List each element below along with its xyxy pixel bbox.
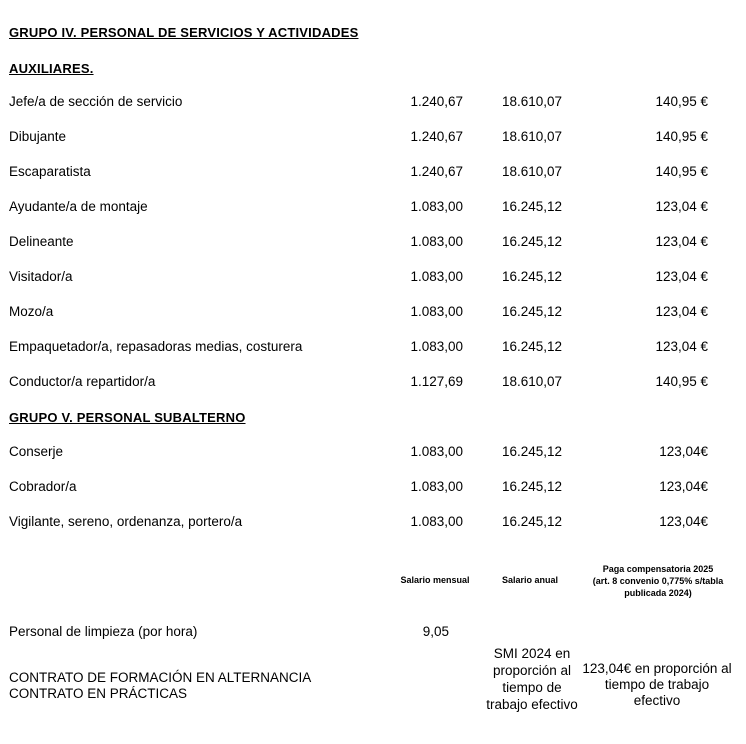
job-name: Visitador/a [9,269,73,284]
paga-compensatoria: 123,04€ [659,514,708,529]
annual-salary: 18.610,07 [501,164,562,179]
paga-compensatoria: 123,04€ [659,479,708,494]
paga-compensatoria: 123,04 € [655,199,708,214]
monthly-salary: 1.083,00 [410,339,463,354]
paga-compensatoria: 123,04 € [655,234,708,249]
job-name: Vigilante, sereno, ordenanza, portero/a [9,514,243,529]
paga-compensatoria: 140,95 € [655,129,708,144]
monthly-salary: 1.083,00 [410,269,463,284]
paga-compensatoria: 140,95 € [655,94,708,109]
paga-compensatoria: 123,04 € [655,339,708,354]
paga-compensatoria: 123,04 € [655,304,708,319]
annual-salary: 16.245,12 [501,304,562,319]
header-paga-line: publicada 2024) [624,588,692,598]
job-name: Empaquetador/a, repasadoras medias, costurera [9,339,303,354]
annual-salary: 16.245,12 [501,234,562,249]
header-paga [578,563,738,599]
annual-salary: 16.245,12 [501,514,562,529]
monthly-salary: 1.083,00 [410,479,463,494]
header-annual: Salario anual [501,575,559,585]
limpieza-hourly: 9,05 [422,624,449,639]
job-name: Mozo/a [9,304,54,319]
monthly-salary: 1.127,69 [410,374,463,389]
contrato-labels [9,670,311,702]
annual-salary: 16.245,12 [501,479,562,494]
annual-salary: 18.610,07 [501,374,562,389]
job-name: Cobrador/a [9,479,77,494]
paga-compensatoria: 123,04 € [655,269,708,284]
header-paga-line: Paga compensatoria 2025 [602,564,714,574]
monthly-salary: 1.240,67 [410,164,463,179]
monthly-salary: 1.083,00 [410,514,463,529]
annual-salary: 16.245,12 [501,444,562,459]
auxiliares-heading: AUXILIARES. [9,61,94,76]
annual-salary: 16.245,12 [501,199,562,214]
paga-compensatoria: 123,04€ [659,444,708,459]
contrato-annual: SMI 2024 en proporción al tiempo de trabajo efectivo [486,646,578,712]
job-name: Conductor/a repartidor/a [9,374,156,389]
annual-salary: 16.245,12 [501,339,562,354]
header-monthly: Salario mensual [400,575,470,585]
header-paga-line: (art. 8 convenio 0,775% s/tabla [592,576,724,586]
monthly-salary: 1.240,67 [410,129,463,144]
contrato-paga: 123,04€ en proporción al tiempo de trabajo efectivo [582,661,732,708]
monthly-salary: 1.083,00 [410,199,463,214]
paga-compensatoria: 140,95 € [655,374,708,389]
annual-salary: 18.610,07 [501,129,562,144]
contrato-practicas-label: CONTRATO EN PRÁCTICAS [9,686,188,701]
annual-salary: 18.610,07 [501,94,562,109]
job-name: Ayudante/a de montaje [9,199,148,214]
group-v-heading: GRUPO V. PERSONAL SUBALTERNO [9,410,246,425]
paga-compensatoria: 140,95 € [655,164,708,179]
group-iv-heading: GRUPO IV. PERSONAL DE SERVICIOS Y ACTIVIDADES [9,25,359,40]
job-name: Delineante [9,234,74,249]
job-name: Dibujante [9,129,67,144]
job-name: Escaparatista [9,164,91,179]
limpieza-name: Personal de limpieza (por hora) [9,624,198,639]
job-name: Jefe/a de sección de servicio [9,94,183,109]
job-name: Conserje [9,444,64,459]
monthly-salary: 1.083,00 [410,234,463,249]
monthly-salary: 1.083,00 [410,444,463,459]
annual-salary: 16.245,12 [501,269,562,284]
monthly-salary: 1.240,67 [410,94,463,109]
contrato-formacion-label: CONTRATO DE FORMACIÓN EN ALTERNANCIA [9,670,312,685]
monthly-salary: 1.083,00 [410,304,463,319]
